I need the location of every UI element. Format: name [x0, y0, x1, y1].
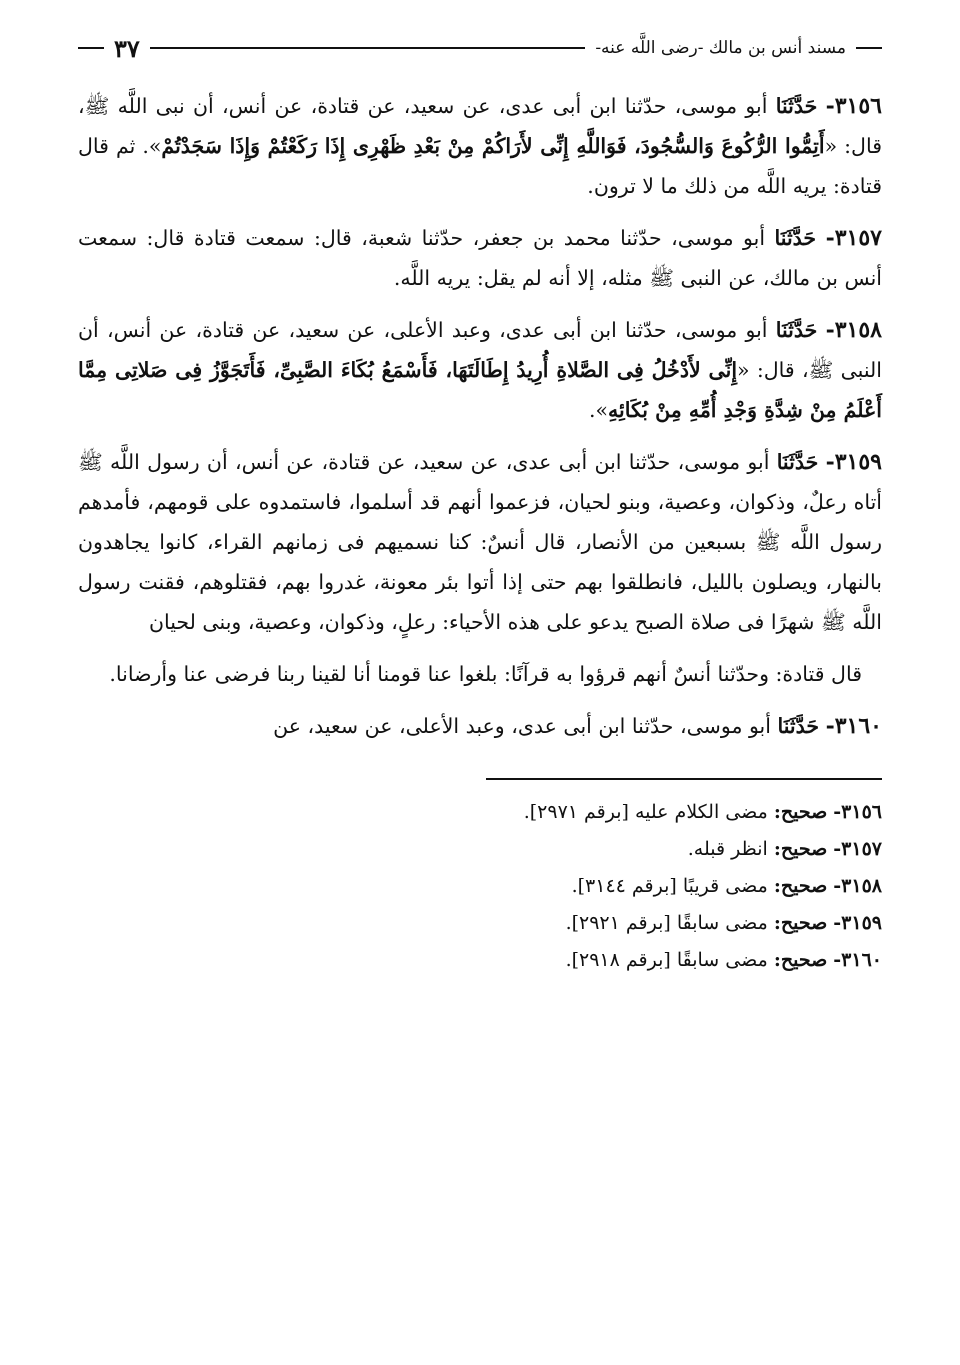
hadith-after: ». ثم قال قتادة: يريه اللَّه من ذلك ما لا ترون. — [78, 134, 882, 198]
footnote-grade: صحيح: — [773, 912, 828, 934]
footnotes — [78, 794, 882, 979]
hadith-number: ٣١٥٦- — [825, 93, 882, 119]
hadith-number: ٣١٥٩- — [825, 449, 882, 475]
footnote-text: انظر قبله. — [687, 838, 768, 860]
hadith-opening: حَدَّثَنَا — [776, 450, 819, 474]
hadith-chain: أبو موسى، حدّثنا محمد بن جعفر، حدّثنا شعبة، قال: سمعت قتادة قال: سمعت أنس بن مالك، عن النبى ﷺ مثله، إلا أنه لم يقل: يريه اللَّه. — [78, 226, 882, 290]
footnote-separator — [486, 778, 882, 780]
qatada-note: قال قتادة: وحدّثنا أنسٌ أنهم قرؤوا به قرآنًا: بلغوا عنا قومنا أنا لقينا ربنا فرضى عنا وأرضانا. — [109, 662, 862, 686]
running-header — [78, 30, 882, 66]
hadith-after: ». — [588, 398, 608, 422]
footnote-grade: صحيح: — [773, 949, 828, 971]
hadith-3158 — [78, 310, 882, 430]
header-title: مسند أنس بن مالك -رضى اللَّه عنه- — [595, 38, 846, 58]
hadith-chain: أبو موسى، حدّثنا ابن أبى عدى، وعبد الأعلى، عن سعيد، عن — [273, 714, 771, 738]
footnote-item — [78, 905, 882, 942]
book-page — [78, 30, 882, 979]
footnote-grade: صحيح: — [773, 838, 828, 860]
footnote-number: ٣١٥٧- — [833, 838, 882, 860]
footnote-number: ٣١٦٠- — [833, 949, 882, 971]
footnote-text: مضى سابقًا [برقم ٢٩٢١]. — [565, 912, 768, 934]
hadith-matn: أَتِمُّوا الرُّكُوعَ وَالسُّجُودَ، فَوَاللَّهِ إِنِّى لأَرَاكُمْ مِنْ بَعْدِ ظَهْرِى إِذَا رَكَعْتُمْ وَإِذَا سَجَدْتُمْ — [161, 134, 825, 158]
footnote-grade: صحيح: — [773, 875, 828, 897]
header-dash-left — [78, 47, 104, 49]
footnote-number: ٣١٥٩- — [833, 912, 882, 934]
hadith-opening: حَدَّثَنَا — [775, 94, 818, 118]
hadith-3159 — [78, 442, 882, 642]
footnote-number: ٣١٥٦- — [833, 801, 882, 823]
hadith-opening: حَدَّثَنَا — [774, 226, 817, 250]
hadith-opening: حَدَّثَنَا — [775, 318, 818, 342]
footnote-item — [78, 868, 882, 905]
footnote-number: ٣١٥٨- — [833, 875, 882, 897]
footnote-item — [78, 794, 882, 831]
footnote-item — [78, 942, 882, 979]
hadith-matn: إِنِّى لأَدْخُلُ فِى الصَّلاةِ أُرِيدُ إِطَالَتَهَا، فَأَسْمَعُ بُكَاءَ الصَّبِىِّ، فَأَتَجَوَّزُ فِى صَلاتِى مِمَّا أَعْلَمُ مِنْ شِدَّةِ وَجْدِ أُمِّهِ مِنْ بُكَائِهِ — [78, 358, 882, 422]
footnote-grade: صحيح: — [773, 801, 828, 823]
hadith-number: ٣١٥٨- — [825, 317, 882, 343]
hadith-number: ٣١٥٧- — [825, 225, 882, 251]
footnote-text: مضى سابقًا [برقم ٢٩١٨]. — [565, 949, 768, 971]
hadith-chain: أبو موسى، حدّثنا ابن أبى عدى، عن سعيد، عن قتادة، عن أنس، أن رسول اللَّه ﷺ أتاه رعلٌ، وذكوان، وعصية، وبنو لحيان، فزعموا أنهم قد أسلموا، فاستمدوه على قومهم، فأمدهم رسول اللَّه ﷺ بسبعين من الأنصار، قال أنسٌ: كنا نسميهم فى زمانهم القراء، كانوا يجاهدون بالنهار، ويصلون بالليل، فانطلقوا بهم حتى إذا أتوا بئر معونة، غدروا بهم، فقتلوهم، فقنت رسول اللَّه ﷺ شهرًا فى صلاة الصبح يدعو على هذه الأحياء: رعلٍ، وذكوان، وعصية، وبنى لحيان — [78, 450, 882, 634]
hadith-3156 — [78, 86, 882, 206]
hadith-chain: أبو موسى، حدّثنا ابن أبى عدى، وعبد الأعلى، عن سعيد، عن قتادة، عن أنس، أن النبى ﷺ، قال: « — [78, 318, 882, 382]
hadith-opening: حَدَّثَنَا — [777, 714, 820, 738]
footnote-item — [78, 831, 882, 868]
hadith-number: ٣١٦٠- — [825, 713, 882, 739]
footnote-text: مضى قريبًا [برقم ٣١٤٤]. — [571, 875, 768, 897]
main-text — [78, 86, 882, 746]
hadith-3160 — [78, 706, 882, 746]
page-number: ٣٧ — [114, 33, 140, 63]
hadith-chain: أبو موسى، حدّثنا ابن أبى عدى، عن سعيد، عن قتادة، عن أنس، أن نبى اللَّه ﷺ، قال: « — [78, 94, 882, 158]
header-dash-right — [856, 47, 882, 49]
hadith-3157 — [78, 218, 882, 298]
header-rule — [150, 47, 586, 49]
footnote-text: مضى الكلام عليه [برقم ٢٩٧١]. — [523, 801, 768, 823]
